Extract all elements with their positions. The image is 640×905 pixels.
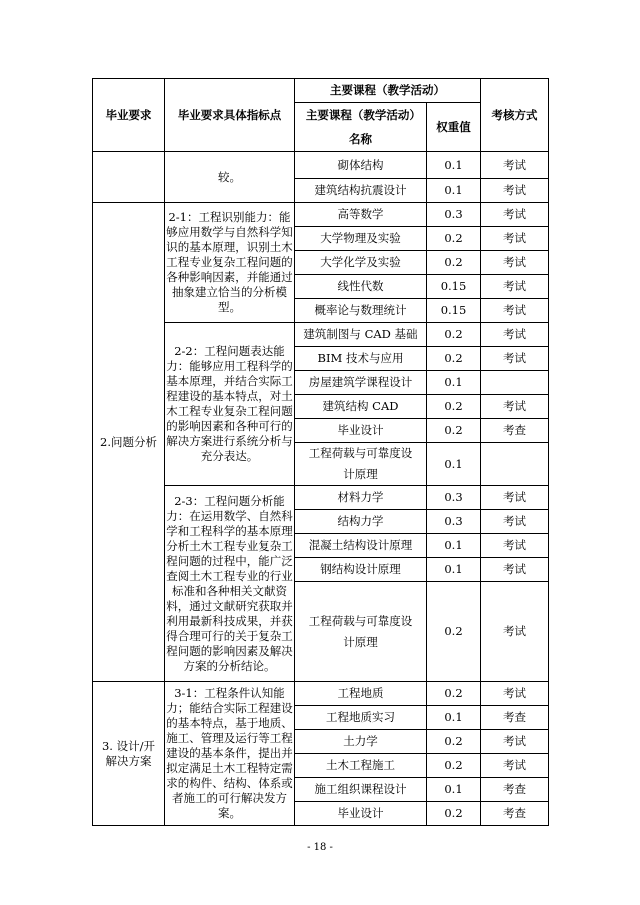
course-name: BIM 技术与应用	[295, 347, 427, 371]
assessment-method: 考试	[481, 754, 549, 778]
requirement-cell: 3. 设计/开解决方案	[93, 682, 165, 826]
course-name: 大学物理及实验	[295, 227, 427, 251]
page-number: - 18 -	[307, 842, 333, 853]
weight-value: 0.1	[427, 152, 481, 179]
course-name: 土木工程施工	[295, 754, 427, 778]
weight-value: 0.2	[427, 419, 481, 443]
indicator-cell: 2-1：工程识别能力：能够应用数学与自然科学知识的基本原理，识别土木工程专业复杂工程问题的各种影响因素，并能通过抽象建立恰当的分析模型。	[165, 203, 295, 323]
assessment-method: 考试	[481, 347, 549, 371]
assessment-method: 考试	[481, 395, 549, 419]
assessment-method: 考试	[481, 152, 549, 179]
assessment-method: 考试	[481, 534, 549, 558]
course-name: 施工组织课程设计	[295, 778, 427, 802]
course-name: 土力学	[295, 730, 427, 754]
assessment-method: 考试	[481, 582, 549, 682]
header-indicator: 毕业要求具体指标点	[165, 79, 295, 152]
table-row	[93, 203, 549, 227]
table-row	[93, 682, 549, 706]
course-name: 结构力学	[295, 510, 427, 534]
weight-value: 0.1	[427, 778, 481, 802]
assessment-method: 考试	[481, 558, 549, 582]
course-name: 建筑结构抗震设计	[295, 179, 427, 203]
weight-value: 0.1	[427, 534, 481, 558]
course-name: 工程地质	[295, 682, 427, 706]
weight-value: 0.2	[427, 730, 481, 754]
header-requirement: 毕业要求	[93, 79, 165, 152]
weight-value: 0.2	[427, 754, 481, 778]
assessment-method: 考查	[481, 419, 549, 443]
course-name: 建筑结构 CAD	[295, 395, 427, 419]
assessment-method: 考试	[481, 486, 549, 510]
indicator-cell: 2-2：工程问题表达能力：能够应用工程科学的基本原理，并结合实际工程建设的基本特点，对土木工程专业复杂工程问题的影响因素和各种可行的解决方案进行系统分析与充分表达。	[165, 323, 295, 486]
assessment-method	[481, 371, 549, 395]
weight-value: 0.2	[427, 227, 481, 251]
weight-value: 0.1	[427, 371, 481, 395]
weight-value: 0.3	[427, 203, 481, 227]
assessment-method: 考试	[481, 179, 549, 203]
course-name: 房屋建筑学课程设计	[295, 371, 427, 395]
assessment-method: 考试	[481, 299, 549, 323]
weight-value: 0.15	[427, 299, 481, 323]
weight-value: 0.2	[427, 395, 481, 419]
course-name: 概率论与数理统计	[295, 299, 427, 323]
indicator-cell: 2-3：工程问题分析能力：在运用数学、自然科学和工程科学的基本原理分析土木工程专业复杂工程问题的过程中，能广泛查阅土木工程专业的行业标准和各种相关文献资料，通过文献研究获取并利用最新科技成果，并获得合理可行的关于复杂工程问题的影响因素及解决方案的分析结论。	[165, 486, 295, 682]
weight-value: 0.2	[427, 582, 481, 682]
weight-value: 0.1	[427, 706, 481, 730]
indicator-cell: 较。	[165, 152, 295, 203]
weight-value: 0.3	[427, 510, 481, 534]
course-name: 混凝土结构设计原理	[295, 534, 427, 558]
course-name: 工程荷载与可靠度设计原理	[295, 582, 427, 682]
course-name: 工程荷载与可靠度设计原理	[295, 443, 427, 486]
course-name: 线性代数	[295, 275, 427, 299]
weight-value: 0.2	[427, 323, 481, 347]
course-name: 建筑制图与 CAD 基础	[295, 323, 427, 347]
weight-value: 0.3	[427, 486, 481, 510]
assessment-method: 考试	[481, 251, 549, 275]
course-name: 钢结构设计原理	[295, 558, 427, 582]
assessment-method: 考试	[481, 227, 549, 251]
header-assessment: 考核方式	[481, 79, 549, 152]
assessment-method: 考查	[481, 802, 549, 826]
requirements-course-table	[92, 78, 549, 826]
header-row	[93, 79, 549, 103]
course-name: 高等数学	[295, 203, 427, 227]
assessment-method: 考查	[481, 706, 549, 730]
assessment-method: 考试	[481, 203, 549, 227]
course-name: 大学化学及实验	[295, 251, 427, 275]
assessment-method: 考试	[481, 730, 549, 754]
header-weight: 权重值	[427, 103, 481, 152]
weight-value: 0.2	[427, 251, 481, 275]
weight-value: 0.1	[427, 443, 481, 486]
header-course-name: 主要课程（教学活动）名称	[295, 103, 427, 152]
weight-value: 0.1	[427, 179, 481, 203]
requirement-cell-empty	[93, 152, 165, 203]
indicator-cell: 3-1：工程条件认知能力；能结合实际工程建设的基本特点，基于地质、施工、管理及运行等工程建设的基本条件，提出并拟定满足土木工程特定需求的构件、结构、体系或者施工的可行解决发方案。	[165, 682, 295, 826]
weight-value: 0.2	[427, 682, 481, 706]
requirement-cell: 2.问题分析	[93, 203, 165, 682]
course-name: 毕业设计	[295, 419, 427, 443]
assessment-method: 考查	[481, 778, 549, 802]
weight-value: 0.15	[427, 275, 481, 299]
course-name: 砌体结构	[295, 152, 427, 179]
course-name: 工程地质实习	[295, 706, 427, 730]
course-name: 毕业设计	[295, 802, 427, 826]
course-name: 材料力学	[295, 486, 427, 510]
assessment-method: 考试	[481, 682, 549, 706]
assessment-method: 考试	[481, 275, 549, 299]
assessment-method: 考试	[481, 510, 549, 534]
header-main-course-group: 主要课程（教学活动）	[295, 79, 481, 103]
assessment-method	[481, 443, 549, 486]
table-row	[93, 152, 549, 179]
weight-value: 0.2	[427, 347, 481, 371]
weight-value: 0.1	[427, 558, 481, 582]
assessment-method: 考试	[481, 323, 549, 347]
weight-value: 0.2	[427, 802, 481, 826]
